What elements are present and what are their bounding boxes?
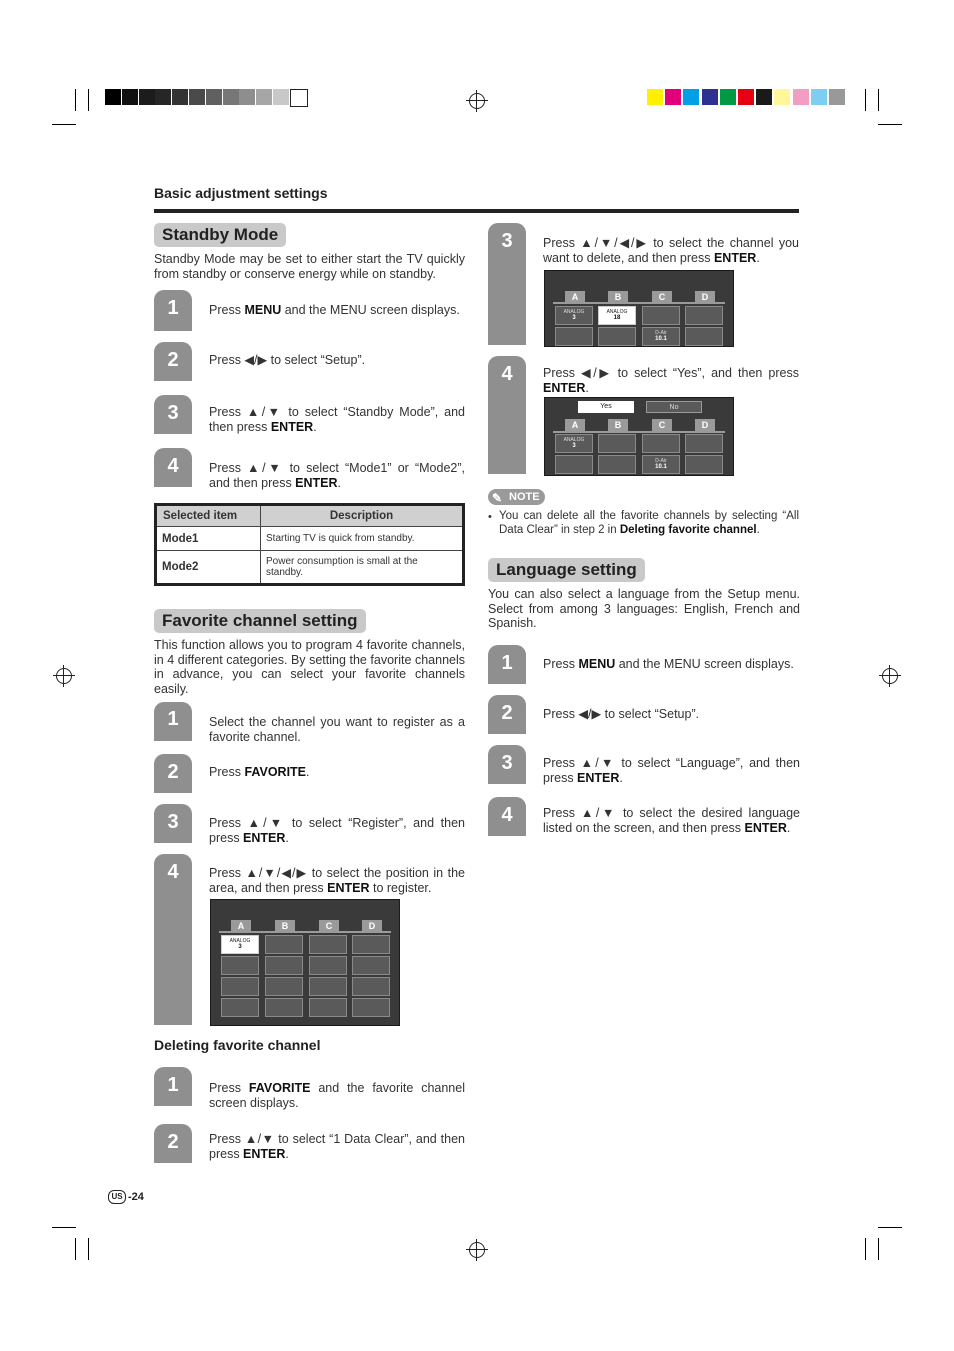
color-swatch [189, 89, 205, 105]
favorite-register-screen [210, 899, 400, 1026]
yes-option: Yes [578, 401, 634, 413]
favorite-heading: Favorite channel setting [154, 609, 366, 633]
favorite-slot [352, 998, 390, 1017]
step-number: 2 [167, 1131, 179, 1153]
step-number: 2 [167, 761, 179, 783]
favorite-slot [265, 977, 303, 996]
slot-number: 3 [572, 315, 576, 321]
step-number: 3 [167, 811, 179, 833]
slot-label: D-Air [655, 458, 667, 464]
color-swatch [811, 89, 827, 105]
tab-b: B [608, 419, 628, 431]
note-badge [488, 489, 545, 505]
favorite-slot [352, 977, 390, 996]
tab-c: C [319, 920, 339, 932]
favorite-slot [642, 306, 680, 325]
color-swatch [647, 89, 663, 105]
tab-a: A [565, 291, 585, 303]
header-rule [154, 209, 799, 213]
step-text: Press ◀/▶ to select “Yes”, and then press ENTER. [543, 366, 799, 395]
note-pencil-icon: ✎ [492, 491, 503, 505]
color-swatch [738, 89, 754, 105]
color-swatch [793, 89, 809, 105]
color-swatch [829, 89, 845, 105]
color-swatch [774, 89, 790, 105]
tab-d: D [695, 419, 715, 431]
crop-mark [878, 1227, 902, 1228]
favorite-slot [685, 455, 723, 474]
crop-mark [75, 1238, 76, 1260]
favorite-slot [221, 998, 259, 1017]
favorite-slot [265, 956, 303, 975]
color-swatch [155, 89, 171, 105]
tab-d: D [362, 920, 382, 932]
table-row [156, 527, 464, 551]
tab-c: C [652, 291, 672, 303]
section-label: Basic adjustment settings [154, 185, 328, 201]
color-swatch [122, 89, 138, 105]
delete-confirm-screen [544, 397, 734, 476]
color-swatch [206, 89, 222, 105]
step-text: Press ▲/▼ to select “Standby Mode”, and then press ENTER. [209, 405, 465, 434]
slot-label: ANALOG [606, 309, 628, 315]
crop-mark [865, 1238, 866, 1260]
favorite-slot [309, 956, 347, 975]
crop-mark [878, 124, 902, 125]
favorite-slot [555, 306, 593, 325]
crop-mark [878, 1238, 879, 1260]
step-number: 2 [501, 702, 513, 724]
registration-mark-icon [469, 93, 485, 109]
step-text: Press ▲/▼ to select “Mode1” or “Mode2”, and then press ENTER. [209, 461, 465, 490]
slot-label: ANALOG [563, 309, 585, 315]
table-cell-item: Mode2 [156, 551, 261, 585]
color-swatch [702, 89, 718, 105]
favorite-slot [309, 998, 347, 1017]
step-number: 3 [501, 230, 513, 252]
favorite-slot [309, 977, 347, 996]
favorite-slot [642, 434, 680, 453]
favorite-slot [598, 434, 636, 453]
color-swatch [290, 89, 308, 107]
step-number: 2 [167, 349, 179, 371]
favorite-slot [642, 455, 680, 474]
favorite-slot-selected [221, 935, 259, 954]
slot-label: ANALOG [229, 938, 251, 944]
favorite-delete-screen [544, 270, 734, 347]
table-cell-description: Starting TV is quick from standby. [261, 527, 464, 551]
step-text: Press ▲/▼ to select “Register”, and then press ENTER. [209, 816, 465, 845]
region-badge: US [108, 1190, 126, 1204]
table-header-item: Selected item [156, 505, 261, 527]
crop-mark [75, 89, 76, 111]
favorite-slot [221, 956, 259, 975]
slot-number: 10.1 [655, 464, 667, 470]
tab-b: B [608, 291, 628, 303]
tab-c: C [652, 419, 672, 431]
step-number: 1 [167, 708, 179, 730]
favorite-slot [685, 306, 723, 325]
favorite-slot [352, 956, 390, 975]
color-swatch [720, 89, 736, 105]
color-swatch [273, 89, 289, 105]
note-badge-label: NOTE [509, 491, 540, 503]
registration-mark-icon [882, 668, 898, 684]
step-number: 3 [501, 752, 513, 774]
table-row [156, 551, 464, 585]
step-number: 4 [167, 455, 179, 477]
color-swatch [105, 89, 121, 105]
page-number-value: -24 [128, 1190, 144, 1203]
favorite-slot [642, 327, 680, 346]
tab-d: D [695, 291, 715, 303]
deleting-heading: Deleting favorite channel [154, 1037, 321, 1053]
step-text: Press FAVORITE and the favorite channel screen displays. [209, 1081, 465, 1110]
registration-mark-icon [56, 668, 72, 684]
step-text: Press FAVORITE. [209, 765, 310, 779]
note-text: You can delete all the favorite channels by selecting “All Data Clear” in step 2 in Deleting favorite channel. [499, 510, 799, 536]
language-heading: Language setting [488, 558, 645, 582]
table-cell-description: Power consumption is small at the standby. [261, 551, 464, 585]
step-text: Press ▲/▼ to select “1 Data Clear”, and then press ENTER. [209, 1132, 465, 1161]
favorite-slot [309, 935, 347, 954]
step-text: Press ◀/▶ to select “Setup”. [543, 707, 700, 721]
step-number: 4 [167, 861, 179, 883]
slot-label: ANALOG [563, 437, 585, 443]
registration-mark-icon [469, 1242, 485, 1258]
favorite-slot [685, 327, 723, 346]
note-bullet-icon: • [488, 511, 492, 523]
step-number: 1 [501, 652, 513, 674]
color-swatch [239, 89, 255, 105]
step-text: Press ▲/▼ to select “Language”, and then press ENTER. [543, 756, 800, 785]
favorite-slot [598, 327, 636, 346]
step-text: Press ▲/▼/◀/▶ to select the channel you want to delete, and then press ENTER. [543, 236, 799, 265]
color-swatch [172, 89, 188, 105]
favorite-slot [555, 434, 593, 453]
color-swatch [223, 89, 239, 105]
step-text: Press MENU and the MENU screen displays. [209, 303, 460, 317]
favorite-slot [221, 977, 259, 996]
favorite-slot [555, 327, 593, 346]
color-swatch [256, 89, 272, 105]
standby-heading: Standby Mode [154, 223, 286, 247]
step-number: 1 [167, 297, 179, 319]
step-number: 1 [167, 1074, 179, 1096]
page-number [108, 1190, 144, 1204]
favorite-intro: This function allows you to program 4 favorite channels, in 4 different categories. By setting the favorite channels in advance, you can select your favorite channels easily. [154, 638, 465, 696]
color-swatch [683, 89, 699, 105]
step-text: Press ▲/▼/◀/▶ to select the position in the area, and then press ENTER to register. [209, 866, 465, 895]
crop-mark [88, 1238, 89, 1260]
color-swatch [139, 89, 155, 105]
color-swatch [756, 89, 772, 105]
slot-number: 3 [238, 944, 242, 950]
step-text: Select the channel you want to register as a favorite channel. [209, 715, 465, 744]
tab-b: B [275, 920, 295, 932]
crop-mark [52, 1227, 76, 1228]
table-cell-item: Mode1 [156, 527, 261, 551]
standby-intro: Standby Mode may be set to either start the TV quickly from standby or conserve energy while on standby. [154, 252, 465, 281]
favorite-slot [352, 935, 390, 954]
language-intro: You can also select a language from the Setup menu. Select from among 3 languages: English, French and Spanish. [488, 587, 800, 630]
step-text: Press ◀/▶ to select “Setup”. [209, 353, 366, 367]
tab-divider [553, 431, 725, 433]
favorite-slot-selected [598, 306, 636, 325]
step-text: Press ▲/▼ to select the desired language listed on the screen, and then press ENTER. [543, 806, 800, 835]
favorite-slot [685, 434, 723, 453]
favorite-slot [265, 998, 303, 1017]
crop-mark [865, 89, 866, 111]
crop-mark [52, 124, 76, 125]
slot-number: 3 [572, 443, 576, 449]
step-number: 3 [167, 402, 179, 424]
crop-mark [878, 89, 879, 111]
step-number: 4 [501, 804, 513, 826]
slot-label: D-Air [655, 330, 667, 336]
step-text: Press MENU and the MENU screen displays. [543, 657, 794, 671]
tab-a: A [231, 920, 251, 932]
crop-mark [88, 89, 89, 111]
step-number: 4 [501, 363, 513, 385]
favorite-slot [265, 935, 303, 954]
tab-a: A [565, 419, 585, 431]
no-option: No [646, 401, 702, 413]
slot-number: 18 [613, 315, 621, 321]
favorite-slot [598, 455, 636, 474]
color-swatch [665, 89, 681, 105]
slot-number: 10.1 [655, 336, 667, 342]
table-header-description: Description [261, 505, 464, 527]
favorite-slot [555, 455, 593, 474]
standby-mode-table [154, 503, 465, 586]
